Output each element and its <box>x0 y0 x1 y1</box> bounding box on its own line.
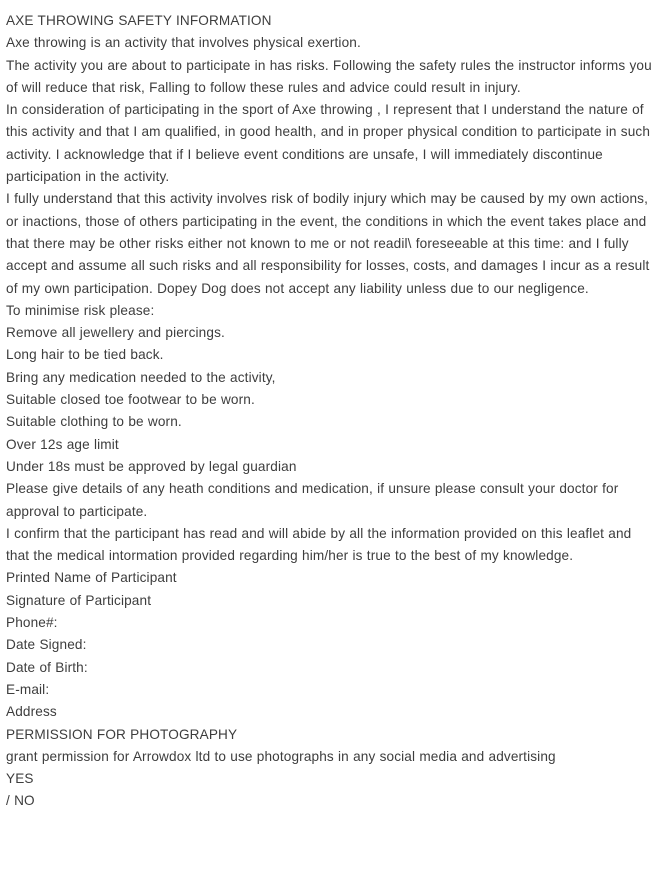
rule-age-limit: Over 12s age limit <box>6 436 119 452</box>
rule-jewellery: Remove all jewellery and piercings. <box>6 325 225 341</box>
field-signature: Signature of Participant <box>6 592 152 608</box>
rule-footwear: Suitable closed toe footwear to be worn. <box>6 392 255 408</box>
field-phone: Phone#: <box>6 615 58 631</box>
paragraph-risks: The activity you are about to participate in has risks. Following the safety rules the instructor informs you of will reduce that risk, Falling to follow these rules and advice could result in injury. <box>6 57 652 95</box>
field-email: E-mail: <box>6 681 50 697</box>
field-printed-name: Printed Name of Participant <box>6 570 177 586</box>
paragraph-health-conditions: Please give details of any heath conditions and medication, if unsure please consult your doctor for approval to participate. <box>6 481 619 519</box>
field-address: Address <box>6 704 57 720</box>
rule-medication: Bring any medication needed to the activity, <box>6 369 276 385</box>
rule-clothing: Suitable clothing to be worn. <box>6 414 182 430</box>
rule-under-18s: Under 18s must be approved by legal guardian <box>6 458 297 474</box>
paragraph-assumption-of-risk: I fully understand that this activity involves risk of bodily injury which may be caused by my own actions, or inactions, those of others participating in the event, the conditions in which the event takes place and that there may be other risks either not known to me or not readil\ foreseeable at this time: and I fully accept and assume all such risks and all responsibility for losses, costs, and damages I incur as a result of my own participation. Dopey Dog does not accept any liability unless due to our negligence. <box>6 191 650 296</box>
rule-long-hair: Long hair to be tied back. <box>6 347 164 363</box>
paragraph-consideration: In consideration of participating in the sport of Axe throwing , I represent that I understand the nature of this activity and that I am qualified, in good health, and in proper physical condition to participate in such activity. I acknowledge that if I believe event conditions are unsafe, I will immediately discontinue participation in the activity. <box>6 102 651 185</box>
document-heading: AXE THROWING SAFETY INFORMATION <box>6 13 272 28</box>
paragraph-intro: Axe throwing is an activity that involves physical exertion. <box>6 35 361 51</box>
photography-heading: PERMISSION FOR PHOTOGRAPHY <box>6 726 238 742</box>
field-date-of-birth: Date of Birth: <box>6 659 88 675</box>
photography-statement: grant permission for Arrowdox ltd to use photographs in any social media and advertising <box>6 748 556 764</box>
photography-option-yes: YES <box>6 771 34 787</box>
photography-option-no: / NO <box>6 793 35 809</box>
paragraph-minimise-risk-heading: To minimise risk please: <box>6 302 155 318</box>
paragraph-confirmation: I confirm that the participant has read and will abide by all the information provided on this leaflet and that the medical intormation provided regarding him/her is true to the best of my knowledge. <box>6 525 632 564</box>
field-date-signed: Date Signed: <box>6 637 87 653</box>
